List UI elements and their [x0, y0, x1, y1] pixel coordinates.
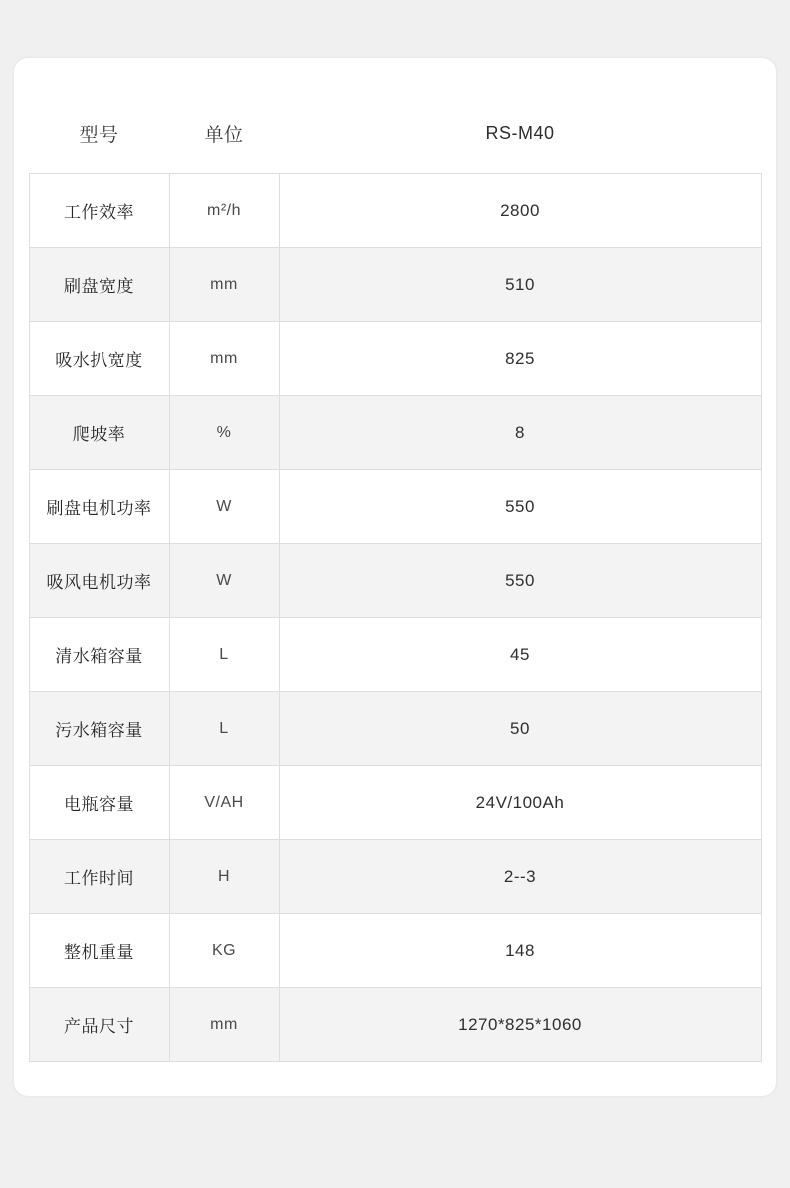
- row-unit: W: [169, 544, 279, 618]
- table-row: [29, 840, 761, 914]
- row-unit: mm: [169, 988, 279, 1062]
- table-row: [29, 618, 761, 692]
- table-body: [29, 174, 761, 1062]
- row-value: 24V/100Ah: [279, 766, 761, 840]
- row-unit: mm: [169, 248, 279, 322]
- row-unit: KG: [169, 914, 279, 988]
- table-row: [29, 174, 761, 248]
- header-model: 型号: [79, 125, 119, 146]
- row-value: 2800: [279, 174, 761, 248]
- row-unit: W: [169, 470, 279, 544]
- specification-table: [29, 58, 762, 1062]
- row-label: 污水箱容量: [29, 692, 169, 766]
- row-unit: L: [169, 618, 279, 692]
- row-label: 吸风电机功率: [29, 544, 169, 618]
- row-value: 550: [279, 544, 761, 618]
- row-label: 工作时间: [29, 840, 169, 914]
- table-row: [29, 322, 761, 396]
- row-value: 825: [279, 322, 761, 396]
- table-row: [29, 248, 761, 322]
- table-row: [29, 396, 761, 470]
- row-unit: m²/h: [169, 174, 279, 248]
- row-unit: mm: [169, 322, 279, 396]
- table-header: [29, 58, 761, 174]
- header-unit: 单位: [204, 125, 244, 146]
- row-value: 510: [279, 248, 761, 322]
- row-unit: V/AH: [169, 766, 279, 840]
- row-label: 爬坡率: [29, 396, 169, 470]
- table-row: [29, 914, 761, 988]
- table-row: [29, 692, 761, 766]
- row-value: 148: [279, 914, 761, 988]
- row-label: 产品尺寸: [29, 988, 169, 1062]
- row-value: 550: [279, 470, 761, 544]
- table-row: [29, 766, 761, 840]
- row-value: 1270*825*1060: [279, 988, 761, 1062]
- row-value: 45: [279, 618, 761, 692]
- row-label: 整机重量: [29, 914, 169, 988]
- row-label: 清水箱容量: [29, 618, 169, 692]
- row-label: 吸水扒宽度: [29, 322, 169, 396]
- row-value: 8: [279, 396, 761, 470]
- table-row: [29, 544, 761, 618]
- row-label: 工作效率: [29, 174, 169, 248]
- row-unit: H: [169, 840, 279, 914]
- spec-card: [14, 58, 776, 1096]
- row-value: 50: [279, 692, 761, 766]
- table-row: [29, 470, 761, 544]
- table-row: [29, 988, 761, 1062]
- row-unit: L: [169, 692, 279, 766]
- header-model-number: RS-M40: [485, 123, 555, 143]
- row-label: 电瓶容量: [29, 766, 169, 840]
- row-unit: %: [169, 396, 279, 470]
- row-value: 2--3: [279, 840, 761, 914]
- row-label: 刷盘宽度: [29, 248, 169, 322]
- table-header-row: [29, 58, 761, 174]
- row-label: 刷盘电机功率: [29, 470, 169, 544]
